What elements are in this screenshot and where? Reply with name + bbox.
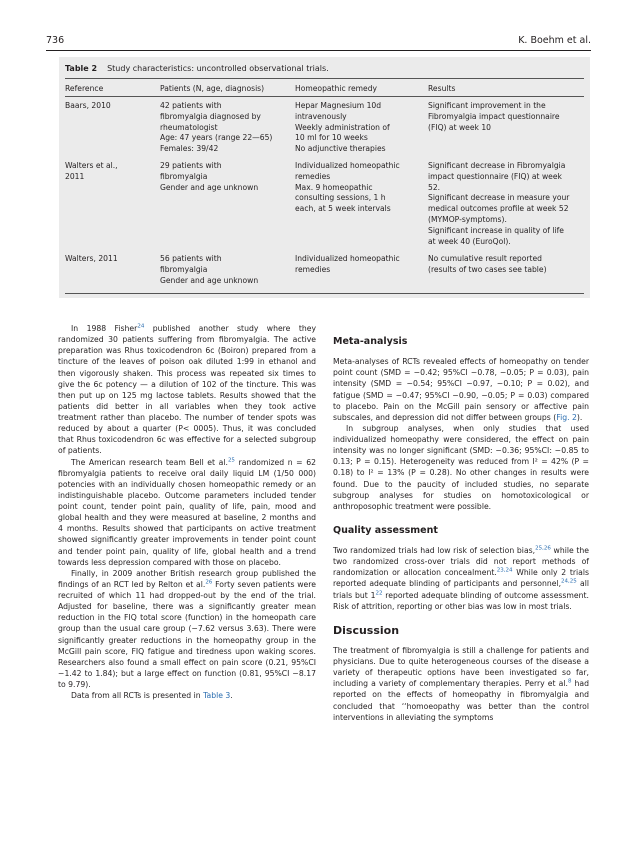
citation-25-26[interactable]: 25,26 — [535, 545, 551, 552]
table-cell-line: Significant decrease in Fibromyalgia — [428, 161, 566, 170]
table-cell-patients — [160, 254, 258, 286]
table-2 — [59, 57, 590, 298]
table-cell-remedy — [295, 254, 400, 276]
citation-24-25[interactable]: 24,25 — [561, 578, 577, 585]
paragraph-fisher: In 1988 Fisher$^{24}$ published another study where they randomized 30 patients suffering from fibromyalgia. The active preparation was Rhus toxicodendron 6c (Boiron) prepared from a tincture of the leaves of poison oak diluted 1:99 in ethanol and then vigorously shaken. This process was repeated six times to give the 6c potency — a dilution of 102 of the tincture. This was then put up on 125 mg lactose tablets. Results showed that the patients did better in all variables when they took active treatment rather than placebo. The number of tender spots was reduced by about a quarter (P< 0005). Thus, it was concluded that Rhus toxicodendron 6c was effective for a selected subgroup of patients. — [58, 323, 316, 456]
table-cell-line: medical outcomes profile at week 52 — [428, 204, 569, 214]
table-cell-line: fibromyalgia — [160, 171, 208, 181]
table-cell-line: 10 ml for 10 weeks — [295, 133, 368, 143]
table-cell-line: intravenously — [295, 111, 347, 121]
table-cell-line: Walters, 2011 — [65, 254, 118, 263]
header-rule — [46, 50, 591, 51]
table-cell-reference — [65, 101, 111, 112]
table-cell-line: Females: 39/42 — [160, 144, 219, 154]
table-cell-line: 29 patients with — [160, 161, 222, 170]
table-cell-line: Age: 47 years (range 22—65) — [160, 133, 273, 143]
table-cell-line: 52. — [428, 182, 441, 192]
citation-22[interactable]: 22 — [375, 589, 383, 596]
table-bottom-rule — [65, 293, 584, 294]
table-cell-line: Walters et al., — [65, 161, 118, 170]
table-cell-line: Individualized homeopathic — [295, 161, 400, 170]
table-cell-line: Significant decrease in measure your — [428, 193, 570, 203]
table-cell-line: 56 patients with — [160, 254, 222, 263]
table-3-link[interactable]: Table 3 — [203, 691, 231, 701]
table-cell-results — [428, 101, 560, 133]
heading-meta-analysis: Meta-analysis — [333, 336, 408, 347]
paragraph-quality: Two randomized trials had low risk of selection bias,$^{25,26}$ while the two randomized cross-over trials did not report methods of randomization or allocation concealment.$^{23,24}$ While only 2 trials reported adequate blinding of participants and personnel,$^{24,25}$ all trials but $1^{22}$ reported adequate blinding of outcome assessment. Risk of attrition, reporting or other bias was low in most trials. — [333, 545, 589, 611]
table-cell-line: Max. 9 homeopathic — [295, 182, 373, 192]
heading-discussion: Discussion — [333, 623, 400, 637]
table-cell-remedy — [295, 161, 400, 215]
paragraph-relton: Finally, in 2009 another British research group published the findings of an RCT led by Relton et al.$^{26}$ Forty seven patients were recruited of which 11 had dropped-out by the end of the trial. Adjusted for baseline, there was a significantly greater mean reduction in the FIQ total score (function) in the homeopath care group than the usual care group (−7.62 versus 3.63). There were significantly greater reductions in the homeopathy group in the McGill pain score, FIQ fatigue and tiredness upon waking scores. Researchers also found a small effect on pain score (0.21, 95%CI −1.42 to 1.84); but a large effect on function (0.81, 95%CI −8.17 to 9.79). — [58, 568, 316, 689]
paragraph-data-summary: Data from all RCTs is presented in Table 3. — [71, 691, 233, 701]
table-cell-results — [428, 254, 547, 276]
paragraph-discussion: The treatment of fibromyalgia is still a challenge for patients and physicians. Due to quite heterogeneous courses of the disease a variety of therapeutic options have been investigated so far, including a variety of complementary therapies. Perry et al.$^8$ had reported on the effects of homeopathy in fibromyalgia and concluded that ‘‘homoeopathy was better than the control interventions in alleviating the symptoms — [333, 645, 589, 722]
table-cell-remedy — [295, 101, 390, 155]
table-header-reference: Reference — [65, 84, 104, 93]
table-cell-line: No cumulative result reported — [428, 254, 542, 263]
table-cell-line: (results of two cases see table) — [428, 264, 547, 274]
table-header-remedy: Homeopathic remedy — [295, 84, 378, 93]
table-top-rule — [65, 78, 584, 79]
table-title: Study characteristics: uncontrolled observational trials. — [107, 64, 329, 73]
citation-8[interactable]: 8 — [567, 678, 572, 685]
table-cell-patients — [160, 101, 272, 155]
table-cell-line: Gender and age unknown — [160, 275, 259, 285]
page-number: 736 — [46, 35, 65, 46]
paragraph-meta-analysis: Meta-analyses of RCTs revealed effects of homeopathy on tender point count (SMD = −0.42; 95%CI −0.78, −0.05; P = 0.03), pain intensity (SMD = −0.54; 95%CI −0.97, −0.10; P = 0.02), and fatigue (SMD = −0.47; 95%CI −0.90, −0.05; P = 0.03) compared to placebo. Pain on the McGill pain sensory or affective pain subscales, and depression did not differ between groups (Fig. 2). — [333, 357, 589, 422]
table-cell-line: Significant increase in quality of life — [428, 225, 564, 235]
table-header-patients: Patients (N, age, diagnosis) — [160, 84, 265, 93]
table-cell-line: impact questionnaire (FIQ) at week — [428, 171, 562, 181]
paragraph-bell: The American research team Bell et al.$^{25}$ randomized n = 62 fibromyalgia patients to receive oral daily liquid LM (1/50 000) potencies with an individually chosen homeopathic remedy or an indistinguishable placebo. Outcome parameters included tender point count, tender point pain, quality of life, pain, mood and global health and they were measured at baseline, 2 months and 4 months. Results showed that participants on active treatment showed significantly greater improvements in tender point count and tender point pain, quality of life, global health and a trend towards less depression compared with those on placebo. — [58, 456, 316, 567]
table-header-results: Results — [428, 84, 456, 93]
table-cell-line: 42 patients with — [160, 101, 222, 110]
table-cell-reference — [65, 161, 118, 183]
table-cell-line: Gender and age unknown — [160, 182, 259, 192]
left-column — [58, 323, 316, 701]
table-cell-line: consulting sessions, 1 h — [295, 193, 386, 203]
table-cell-line: remedies — [295, 171, 331, 181]
table-label: Table 2 — [65, 64, 98, 73]
table-cell-line: (FIQ) at week 10 — [428, 122, 491, 132]
citation-23-24[interactable]: 23,24 — [496, 567, 513, 574]
table-caption — [65, 64, 329, 73]
running-header-authors: K. Boehm et al. — [518, 35, 591, 46]
citation-26[interactable]: 26 — [205, 579, 213, 586]
table-cell-line: each, at 5 week intervals — [295, 204, 391, 214]
table-cell-line: (MYMOP-symptoms). — [428, 214, 507, 224]
table-cell-line: 2011 — [65, 171, 85, 181]
table-cell-reference — [65, 254, 118, 265]
table-cell-line: Individualized homeopathic — [295, 254, 400, 263]
right-column — [333, 336, 589, 723]
table-cell-line: rheumatologist — [160, 122, 218, 132]
fig-2-link[interactable]: Fig. 2 — [556, 412, 577, 422]
table-cell-line: at week 40 (EuroQol). — [428, 236, 511, 246]
table-cell-line: remedies — [295, 264, 331, 274]
table-cell-line: fibromyalgia — [160, 264, 208, 274]
table-cell-line: Baars, 2010 — [65, 101, 111, 110]
table-cell-line: Hepar Magnesium 10d — [295, 101, 382, 110]
table-cell-patients — [160, 161, 258, 193]
table-cell-line: Fibromyalgia impact questionnaire — [428, 111, 560, 121]
paragraph-subgroup: In subgroup analyses, when only studies that used individualized homeopathy were considered, the effect on pain intensity was no longer significant (SMD: −0.36; 95%CI: −0.85 to 0.13; P = 0.15). Heterogeneity was reduced from I² = 42% (P = 0.18) to I² = 13% (P = 0.28). No other changes in results were found. Due to the paucity of included studies, no separate subgroup analyses for studies on homotoxicological or anthroposophic treatment were possible. — [333, 423, 589, 511]
table-cell-line: fibromyalgia diagnosed by — [160, 111, 261, 121]
citation-24[interactable]: 24 — [137, 323, 145, 330]
citation-25[interactable]: 25 — [227, 456, 235, 463]
table-header-rule — [65, 96, 584, 97]
table-cell-line: No adjunctive therapies — [295, 144, 386, 154]
table-cell-line: Weekly administration of — [295, 122, 390, 132]
heading-quality-assessment: Quality assessment — [333, 524, 438, 536]
table-cell-line: Significant improvement in the — [428, 101, 546, 110]
table-cell-results — [428, 161, 569, 247]
